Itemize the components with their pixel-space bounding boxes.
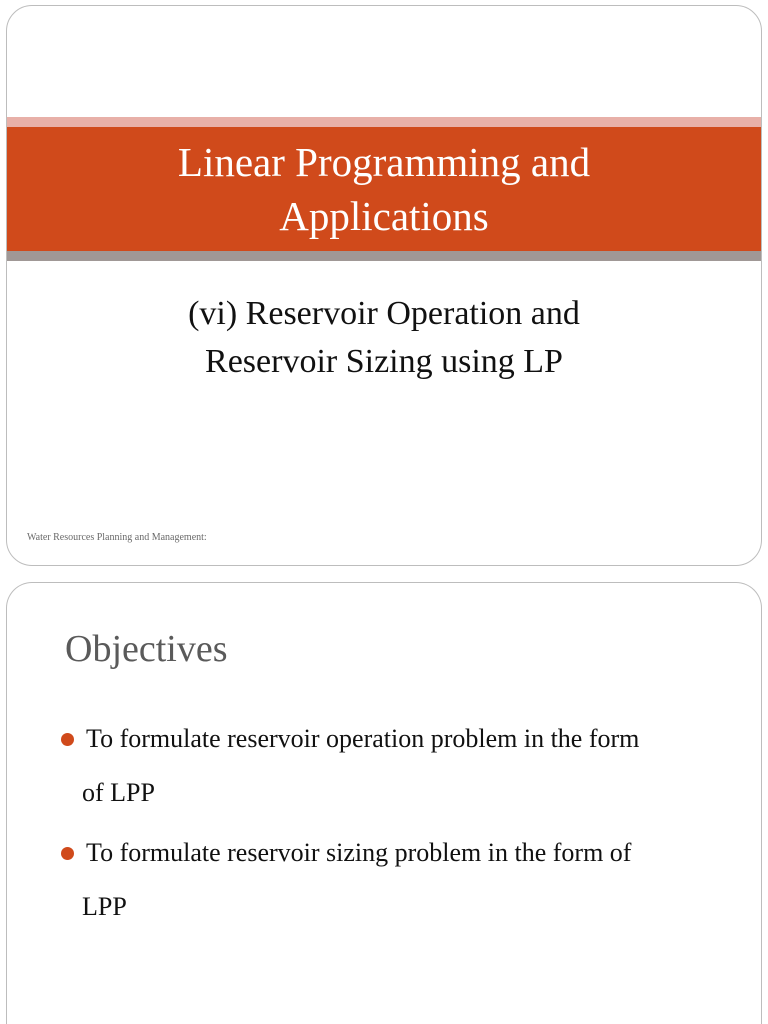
slide-subtitle	[7, 290, 761, 386]
bullet-dot-icon	[61, 847, 74, 860]
bullet-2-line-2: LPP	[82, 892, 127, 921]
slide-subtitle-line-1: (vi) Reservoir Operation and	[188, 295, 580, 332]
title-band	[7, 127, 761, 251]
slide-subtitle-line-2: Reservoir Sizing using LP	[205, 343, 563, 380]
bullet-dot-icon	[61, 733, 74, 746]
bullet-1-line-2: of LPP	[82, 778, 155, 807]
slide-title-line-1: Linear Programming and	[177, 139, 591, 185]
slide-title-line-2: Applications	[279, 193, 489, 239]
bullet-2-line-1: To formulate reservoir sizing problem in the form of	[86, 838, 632, 867]
slide-footer: Water Resources Planning and Management:	[27, 532, 207, 543]
objectives-slide	[6, 582, 762, 1024]
slide-heading: Objectives	[65, 628, 228, 670]
title-slide	[6, 5, 762, 566]
bullet-1-line-1: To formulate reservoir operation problem in the form	[86, 724, 640, 753]
title-band-top-stripe	[7, 117, 761, 127]
title-band-bottom-stripe	[7, 251, 761, 261]
